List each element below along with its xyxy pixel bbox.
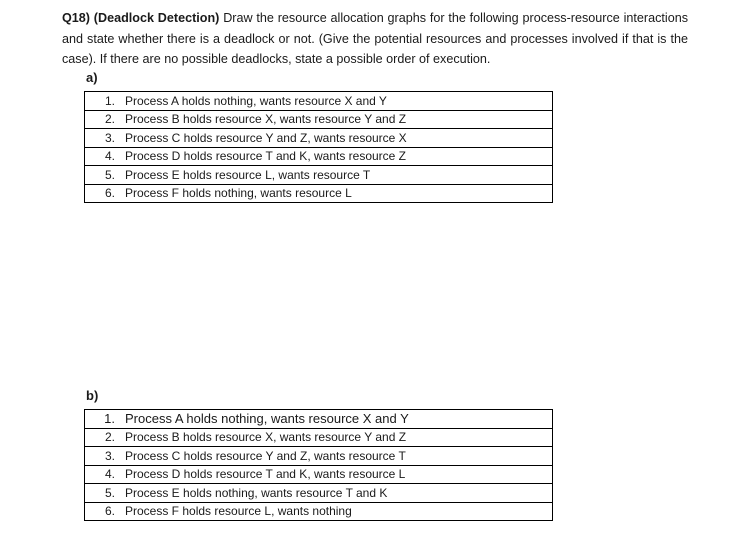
question-paragraph [62,8,688,70]
item-text: Process E holds resource L, wants resource T [125,167,371,182]
item-number: 1. [104,93,115,108]
item-number: 5. [104,167,115,182]
item-number: 2. [104,112,115,127]
item-number: 3. [104,448,115,463]
item-text: Process E holds nothing, wants resource T and K [125,485,388,500]
table-row [85,129,553,148]
table-row [85,465,553,484]
item-text: Process C holds resource Y and Z, wants resource X [125,130,407,145]
item-text: Process B holds resource X, wants resource Y and Z [125,112,407,127]
table-row [85,502,553,521]
part-b-label: b) [86,388,99,403]
item-text: Process F holds nothing, wants resource L [125,186,352,201]
table-row [85,184,553,203]
table-row [85,110,553,129]
item-text: Process F holds resource L, wants nothing [125,504,352,519]
part-b-table [84,409,553,521]
table-row [85,92,553,111]
table-row [85,428,553,447]
item-number: 1. [104,411,115,427]
question-label: Q18) (Deadlock Detection) [62,11,220,25]
item-number: 4. [104,149,115,164]
table-row [85,447,553,466]
part-a-label: a) [86,70,98,85]
item-text: Process D holds resource T and K, wants resource Z [125,149,407,164]
item-number: 4. [104,467,115,482]
item-text: Process B holds resource X, wants resource Y and Z [125,430,407,445]
item-text: Process A holds nothing, wants resource X and Y [125,411,409,427]
item-number: 6. [104,504,115,519]
part-a-table [84,91,553,203]
table-row [85,147,553,166]
item-text: Process D holds resource T and K, wants resource L [125,467,406,482]
question-text: Draw the resource allocation graphs for the following process-resource interactions and state whether there is a deadlock or not. (Give the potential resources and processes involved if that is the case). If there are no possible deadlocks, state a possible order of execution. [62,11,688,66]
item-number: 2. [104,430,115,445]
table-row [85,484,553,503]
table-row [85,410,553,429]
item-text: Process A holds nothing, wants resource X and Y [125,93,387,108]
item-number: 5. [104,485,115,500]
item-number: 6. [104,186,115,201]
item-text: Process C holds resource Y and Z, wants resource T [125,448,406,463]
item-number: 3. [104,130,115,145]
table-row [85,166,553,185]
